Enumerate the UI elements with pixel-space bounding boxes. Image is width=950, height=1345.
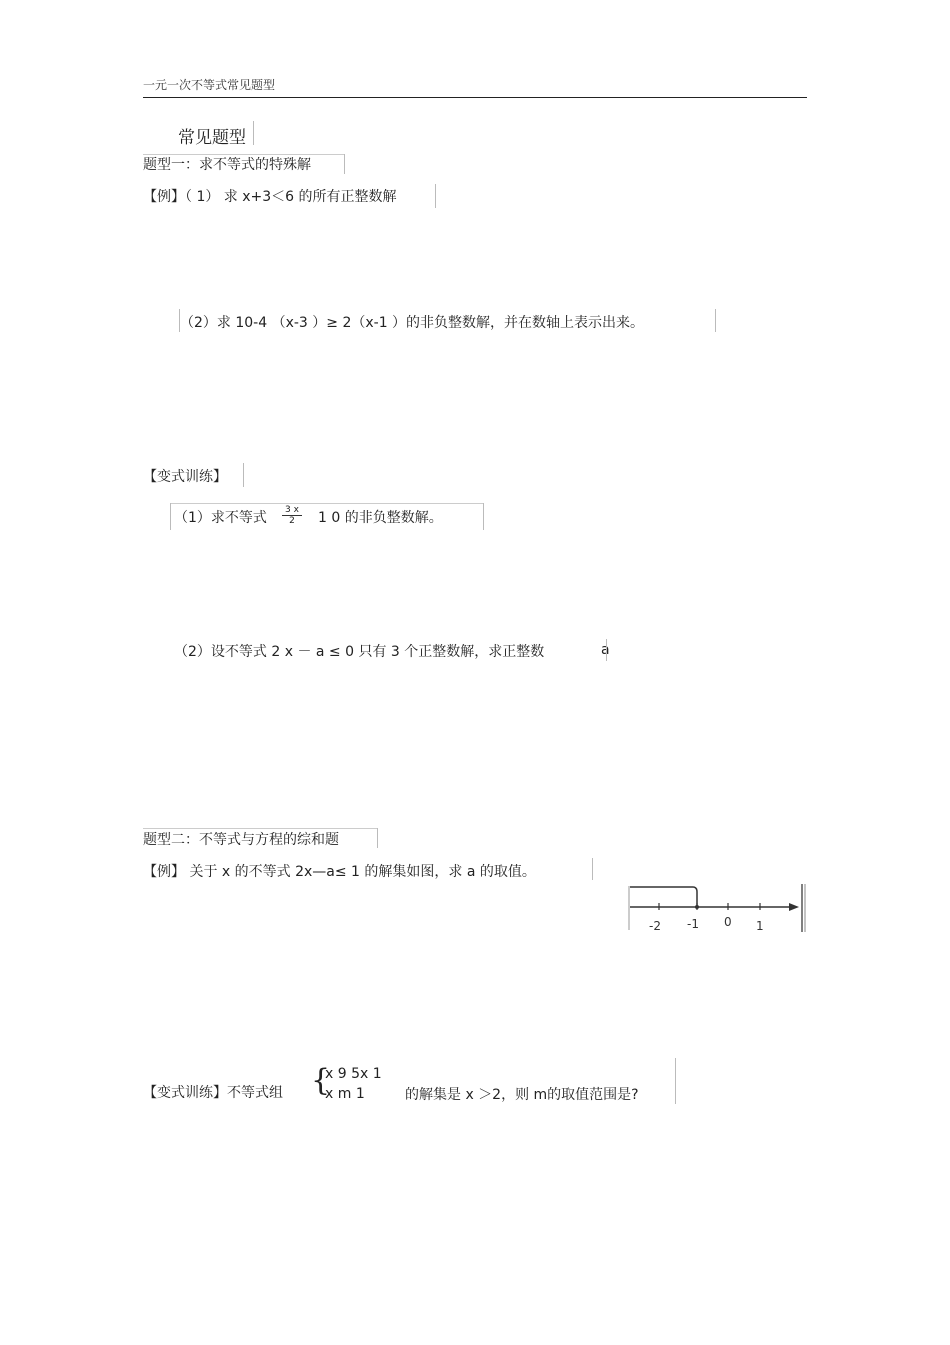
training-question-1-prefix: （1）求不等式 <box>174 510 267 526</box>
section-heading: 常见题型 <box>178 128 246 148</box>
header-rule <box>143 97 807 98</box>
text-frame-edge <box>435 184 436 208</box>
text-frame-edge <box>170 503 171 530</box>
type1-title: 题型一：求不等式的特殊解 <box>143 157 311 173</box>
training-question-2-var: a <box>601 642 610 658</box>
training-question-2: （2）设不等式 2 x － a ≤ 0 只有 3 个正整数解，求正整数 <box>174 644 545 660</box>
solution-bracket <box>630 887 697 906</box>
header-title: 一元一次不等式常见题型 <box>143 78 276 92</box>
system-line-1: x 9 5x 1 <box>325 1066 382 1082</box>
text-frame-edge <box>592 858 593 880</box>
system-brace-icon: { <box>311 1063 331 1098</box>
system-line-2: x m 1 <box>325 1086 365 1102</box>
text-frame-edge <box>143 828 377 829</box>
tick-label: 1 <box>756 919 764 933</box>
type2-title: 题型二：不等式与方程的综和题 <box>143 832 339 848</box>
tick-label: -1 <box>687 917 699 931</box>
type1-training-label: 【变式训练】 <box>143 469 227 485</box>
type2-training-prefix: 【变式训练】不等式组 <box>143 1085 283 1101</box>
text-frame-edge <box>253 121 254 145</box>
type2-training-suffix: 的解集是 x ＞2，则 m的取值范围是? <box>405 1087 639 1103</box>
axis-arrow-icon <box>789 903 799 911</box>
number-line-figure <box>627 882 807 934</box>
type1-example: 【例】（ 1） 求 x+3＜6 的所有正整数解 <box>143 189 397 205</box>
fraction-numerator: 3 x <box>285 505 299 515</box>
tick-label: -2 <box>649 919 661 933</box>
text-frame-edge <box>715 309 716 332</box>
fraction-denominator: 2 <box>289 516 295 526</box>
text-frame-edge <box>170 503 483 504</box>
type1-question-2: （2）求 10-4 （x-3 ）≥ 2（x-1 ）的非负整数解，并在数轴上表示出来。 <box>180 315 645 331</box>
fraction <box>279 505 305 526</box>
text-frame-edge <box>243 463 244 487</box>
tick-label: 0 <box>724 915 732 929</box>
text-frame-edge <box>377 828 378 848</box>
type2-example: 【例】 关于 x 的不等式 2x—a≤ 1 的解集如图，求 a 的取值。 <box>143 864 536 880</box>
text-frame-edge <box>344 154 345 174</box>
text-frame-edge <box>675 1058 676 1104</box>
text-frame-edge <box>143 154 344 155</box>
text-frame-edge <box>606 639 607 661</box>
training-question-1-suffix: 1 0 的非负整数解。 <box>318 510 443 526</box>
text-frame-edge <box>483 503 484 530</box>
